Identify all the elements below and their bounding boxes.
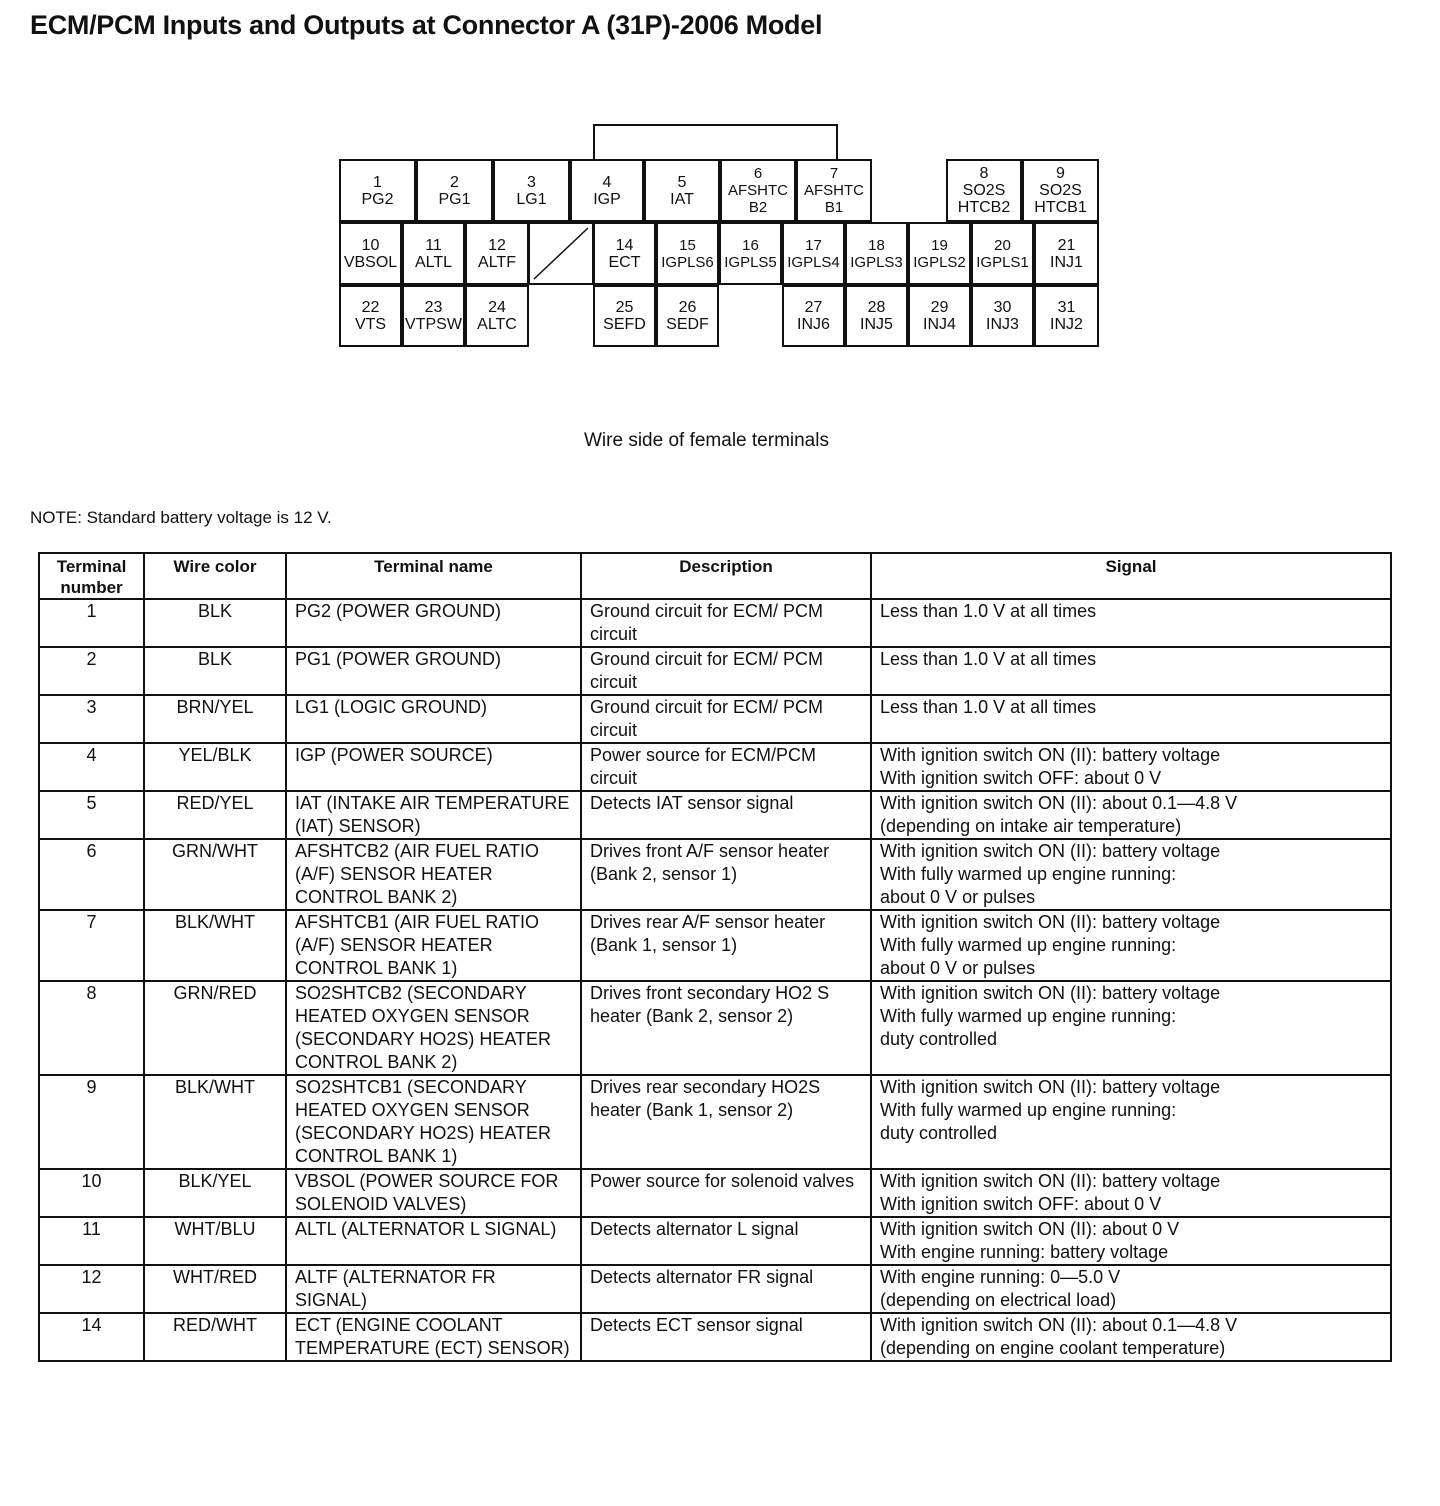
wire-color-cell: BLK/WHT [144,910,286,981]
connector-pin-21 [1034,222,1099,285]
pin-number: 9 [1056,165,1065,182]
table-row [39,695,1391,743]
terminal-number-cell: 12 [39,1265,144,1313]
table-row [39,981,1391,1075]
pin-label: IGPLS4 [787,253,840,271]
wire-color-cell: GRN/WHT [144,839,286,910]
connector-pin-28 [845,285,908,347]
pin-label: IGPLS5 [724,253,777,271]
header-terminal-name: Terminal name [286,553,581,599]
connector-pin-20 [971,222,1034,285]
pin-label-line2: B2 [748,199,768,216]
pin-label: INJ3 [986,316,1019,333]
wire-color-cell: BRN/YEL [144,695,286,743]
terminal-name-cell: PG2 (POWER GROUND) [286,599,581,647]
pin-label: INJ2 [1050,316,1083,333]
pin-label: AFSHTC [728,182,788,199]
pin-label: INJ5 [860,316,893,333]
connector-lock-tab [593,124,838,160]
terminal-name-cell: PG1 (POWER GROUND) [286,647,581,695]
description-cell: Detects alternator FR signal [581,1265,871,1313]
pin-number: 21 [1057,236,1076,254]
signal-cell: With ignition switch ON (II): battery voltage With fully warmed up engine running: about 0 V or pulses [871,839,1391,910]
description-cell: Detects alternator L signal [581,1217,871,1265]
pin-label-line2: B1 [824,199,844,216]
pin-number: 14 [615,236,634,254]
table-row [39,743,1391,791]
connector-pin-2 [416,159,493,222]
terminal-name-cell: IGP (POWER SOURCE) [286,743,581,791]
terminal-name-cell: ECT (ENGINE COOLANT TEMPERATURE (ECT) SENSOR) [286,1313,581,1361]
pin-label: PG2 [361,190,394,208]
description-cell: Ground circuit for ECM/ PCM circuit [581,695,871,743]
pin-number: 7 [829,165,839,182]
pin-number: 12 [488,236,506,254]
pin-number: 25 [615,299,634,316]
terminal-number-cell: 3 [39,695,144,743]
pin-label: ALTF [478,253,516,271]
table-row [39,839,1391,910]
wire-color-cell: BLK/WHT [144,1075,286,1169]
pin-label-line2: HTCB2 [957,199,1011,216]
description-cell: Drives front A/F sensor heater (Bank 2, sensor 1) [581,839,871,910]
signal-cell: Less than 1.0 V at all times [871,695,1391,743]
terminal-number-cell: 14 [39,1313,144,1361]
pin-label: ECT [608,253,641,271]
table-row [39,647,1391,695]
terminal-number-cell: 6 [39,839,144,910]
terminal-number-cell: 11 [39,1217,144,1265]
connector-pin-25 [593,285,656,347]
pin-number: 11 [425,236,442,254]
pin-number: 1 [373,173,382,191]
wire-color-cell: BLK [144,647,286,695]
connector-pin-8 [946,159,1022,222]
connector-pin-26 [656,285,719,347]
description-cell: Drives rear secondary HO2S heater (Bank 1, sensor 2) [581,1075,871,1169]
pin-label: SO2S [1039,182,1082,199]
terminal-number-cell: 2 [39,647,144,695]
wire-color-cell: RED/WHT [144,1313,286,1361]
pin-number: 19 [931,236,948,254]
pin-number: 15 [679,236,696,254]
pin-label: SEDF [666,316,709,333]
connector-pin-4 [570,159,644,222]
connector-pin-15 [656,222,719,285]
pin-number: 29 [930,299,949,316]
table-header-row [39,553,1391,599]
terminal-name-cell: AFSHTCB2 (AIR FUEL RATIO (A/F) SENSOR HEATER CONTROL BANK 2) [286,839,581,910]
page-title: ECM/PCM Inputs and Outputs at Connector A (31P)-2006 Model [30,10,823,40]
terminal-number-cell: 5 [39,791,144,839]
description-cell: Detects ECT sensor signal [581,1313,871,1361]
pin-number: 24 [488,299,506,316]
connector-pin-5 [644,159,720,222]
connector-pin-18 [845,222,908,285]
pin-label: IGPLS3 [850,253,903,271]
wire-color-cell: BLK [144,599,286,647]
signal-cell: With ignition switch ON (II): battery voltage With fully warmed up engine running: duty controlled [871,981,1391,1075]
pin-number: 26 [678,299,697,316]
connector-pin-16 [719,222,782,285]
connector-pin-31 [1034,285,1099,347]
pin-number: 20 [994,236,1011,254]
pin-label: VTS [354,316,387,333]
pin-number: 28 [867,299,886,316]
header-signal: Signal [871,553,1391,599]
pin-label: SEFD [603,316,646,333]
wire-color-cell: RED/YEL [144,791,286,839]
terminal-number-cell: 8 [39,981,144,1075]
signal-cell: Less than 1.0 V at all times [871,599,1391,647]
connector-blank-13 [528,222,594,285]
connector-pin-29 [908,285,971,347]
table-row [39,1313,1391,1361]
header-wire-color: Wire color [144,553,286,599]
pin-number: 10 [361,236,380,254]
pin-label: AFSHTC [804,182,864,199]
table-row [39,791,1391,839]
connector-pin-27 [782,285,845,347]
header-terminal-number: Terminal number [39,553,144,599]
pin-label: INJ6 [797,316,830,333]
terminal-number-cell: 10 [39,1169,144,1217]
signal-cell: With ignition switch ON (II): about 0.1—4.8 V (depending on intake air temperature) [871,791,1391,839]
signal-cell: With engine running: 0—5.0 V (depending on electrical load) [871,1265,1391,1313]
pin-label: IGPLS6 [661,253,714,271]
description-cell: Drives rear A/F sensor heater (Bank 1, sensor 1) [581,910,871,981]
pin-label: ALTL [414,253,453,271]
pin-label-line2: HTCB1 [1034,199,1087,216]
wire-color-cell: WHT/BLU [144,1217,286,1265]
pin-label: LG1 [516,190,547,208]
pin-label: IGPLS1 [976,253,1029,271]
table-row [39,1217,1391,1265]
terminal-name-cell: IAT (INTAKE AIR TEMPERATURE (IAT) SENSOR) [286,791,581,839]
pin-number: 17 [805,236,822,254]
terminal-name-cell: LG1 (LOGIC GROUND) [286,695,581,743]
description-cell: Ground circuit for ECM/ PCM circuit [581,647,871,695]
connector-pin-19 [908,222,971,285]
header-description: Description [581,553,871,599]
signal-cell: With ignition switch ON (II): battery voltage With fully warmed up engine running: about 0 V or pulses [871,910,1391,981]
pin-label: VBSOL [343,253,398,271]
pin-label: PG1 [438,190,471,208]
terminal-name-cell: ALTF (ALTERNATOR FR SIGNAL) [286,1265,581,1313]
pin-label: VTPSW [405,316,462,333]
pin-number: 30 [993,299,1012,316]
pin-label: IGPLS2 [913,253,966,271]
terminal-table [38,552,1392,1362]
description-cell: Power source for solenoid valves [581,1169,871,1217]
pin-number: 2 [450,173,459,191]
pin-label: INJ1 [1050,253,1083,271]
table-row [39,910,1391,981]
description-cell: Power source for ECM/PCM circuit [581,743,871,791]
pin-number: 8 [979,165,989,182]
pin-label: IAT [670,190,694,208]
connector-pin-17 [782,222,845,285]
wire-color-cell: GRN/RED [144,981,286,1075]
pin-number: 18 [868,236,885,254]
terminal-number-cell: 7 [39,910,144,981]
connector-pin-3 [493,159,570,222]
terminal-number-cell: 4 [39,743,144,791]
terminal-name-cell: VBSOL (POWER SOURCE FOR SOLENOID VALVES) [286,1169,581,1217]
terminal-name-cell: ALTL (ALTERNATOR L SIGNAL) [286,1217,581,1265]
connector-pin-10 [339,222,402,285]
wire-color-cell: YEL/BLK [144,743,286,791]
connector-pin-1 [339,159,416,222]
connector-pin-30 [971,285,1034,347]
description-cell: Ground circuit for ECM/ PCM circuit [581,599,871,647]
table-row [39,599,1391,647]
connector-pin-7 [796,159,872,222]
connector-pin-24 [465,285,529,347]
pin-number: 6 [753,165,763,182]
table-row [39,1169,1391,1217]
pin-number: 3 [527,173,536,191]
note-text: NOTE: Standard battery voltage is 12 V. [30,508,332,527]
table-row [39,1075,1391,1169]
signal-cell: With ignition switch ON (II): battery voltage With ignition switch OFF: about 0 V [871,743,1391,791]
signal-cell: With ignition switch ON (II): battery voltage With fully warmed up engine running: duty controlled [871,1075,1391,1169]
pin-label: ALTC [477,316,517,333]
pin-number: 31 [1057,299,1076,316]
pin-label: SO2S [962,182,1006,199]
connector-pin-11 [402,222,465,285]
wire-color-cell: WHT/RED [144,1265,286,1313]
terminal-number-cell: 9 [39,1075,144,1169]
pin-number: 5 [677,173,687,191]
description-cell: Drives front secondary HO2 S heater (Bank 2, sensor 2) [581,981,871,1075]
connector-pin-14 [593,222,656,285]
connector-pin-12 [465,222,529,285]
pin-number: 16 [742,236,759,254]
connector-pin-23 [402,285,465,347]
pin-number: 27 [804,299,823,316]
connector-pin-6 [720,159,796,222]
table-row [39,1265,1391,1313]
pin-label: INJ4 [923,316,956,333]
blank-slash-icon [530,224,592,283]
pin-number: 23 [424,299,443,316]
connector-caption: Wire side of female terminals [584,430,829,451]
description-cell: Detects IAT sensor signal [581,791,871,839]
connector-pin-9 [1022,159,1099,222]
connector-pin-22 [339,285,402,347]
pin-number: 22 [361,299,380,316]
signal-cell: Less than 1.0 V at all times [871,647,1391,695]
signal-cell: With ignition switch ON (II): about 0.1—4.8 V (depending on engine coolant temperature) [871,1313,1391,1361]
signal-cell: With ignition switch ON (II): about 0 V With engine running: battery voltage [871,1217,1391,1265]
terminal-name-cell: SO2SHTCB2 (SECONDARY HEATED OXYGEN SENSOR (SECONDARY HO2S) HEATER CONTROL BANK 2) [286,981,581,1075]
terminal-name-cell: SO2SHTCB1 (SECONDARY HEATED OXYGEN SENSOR (SECONDARY HO2S) HEATER CONTROL BANK 1) [286,1075,581,1169]
terminal-name-cell: AFSHTCB1 (AIR FUEL RATIO (A/F) SENSOR HEATER CONTROL BANK 1) [286,910,581,981]
signal-cell: With ignition switch ON (II): battery voltage With ignition switch OFF: about 0 V [871,1169,1391,1217]
pin-number: 4 [602,173,612,191]
wire-color-cell: BLK/YEL [144,1169,286,1217]
pin-label: IGP [593,190,621,208]
terminal-number-cell: 1 [39,599,144,647]
